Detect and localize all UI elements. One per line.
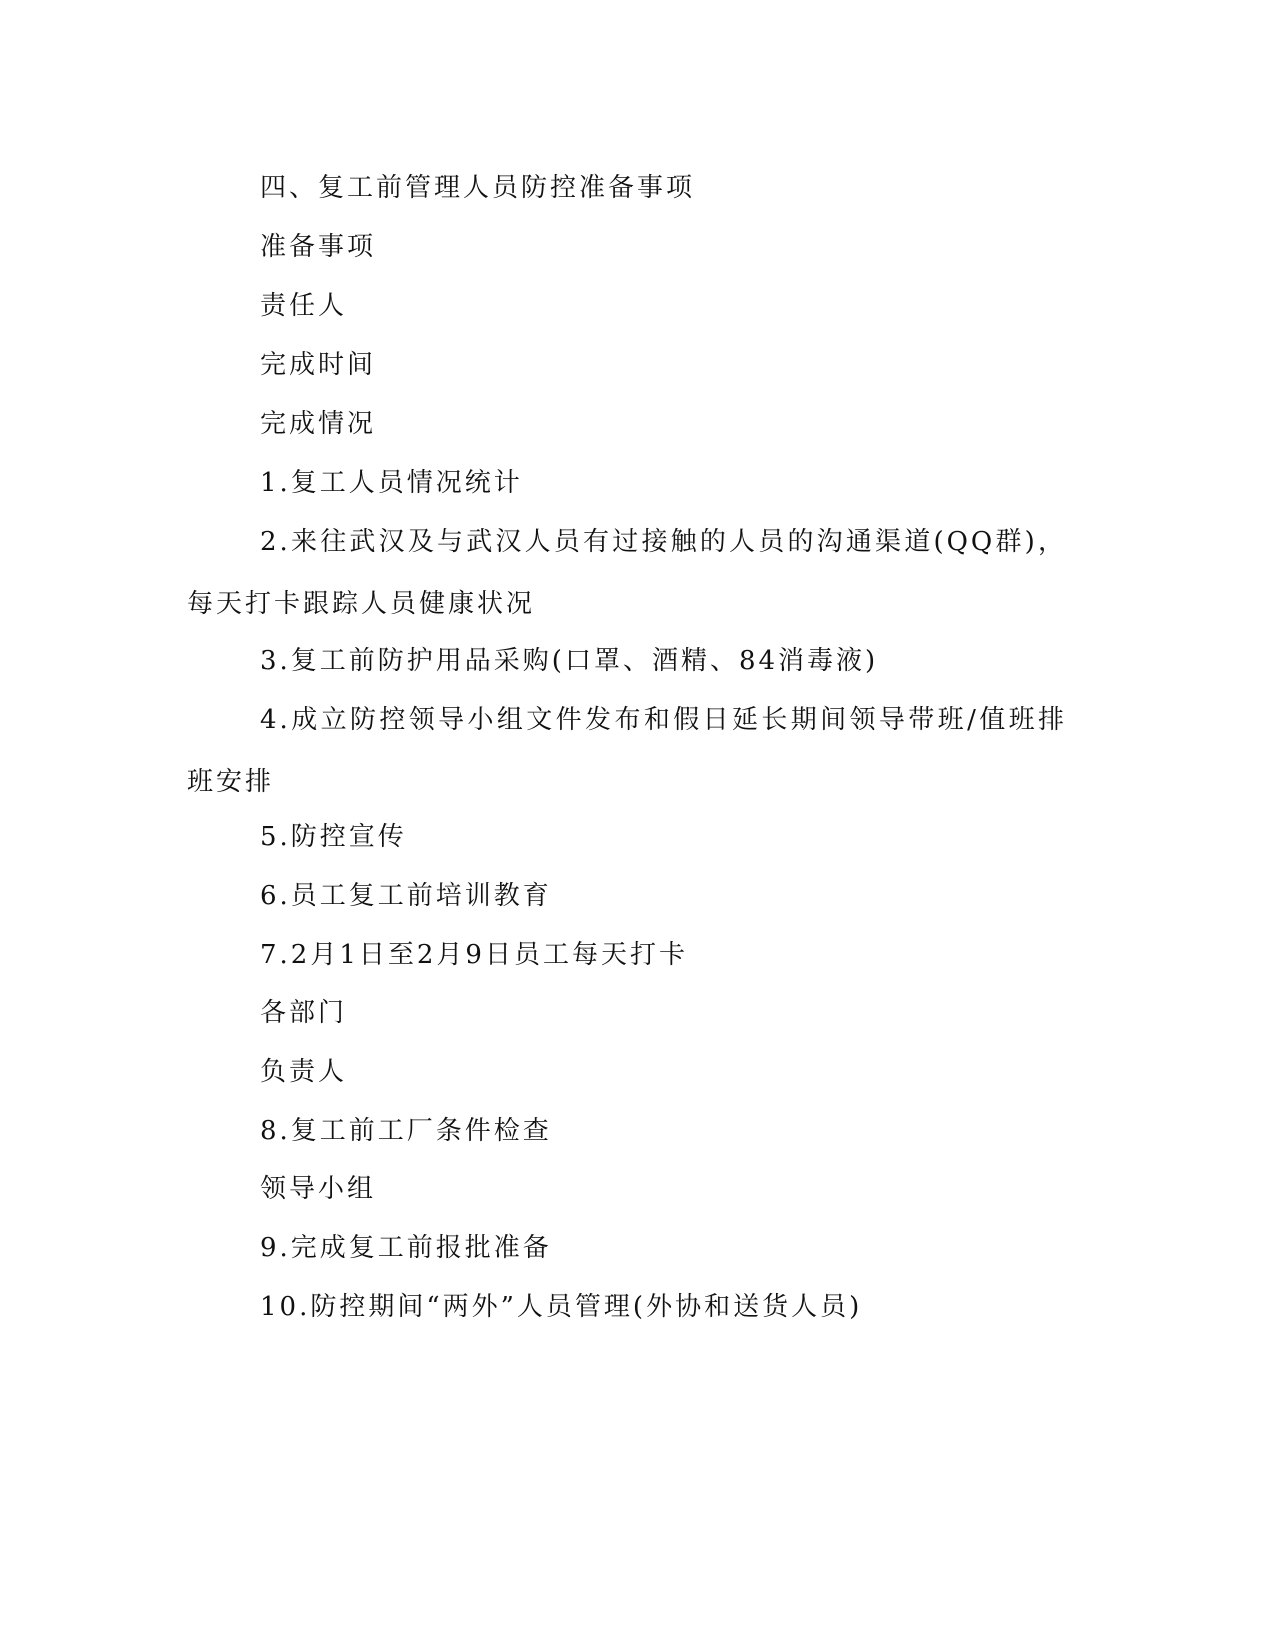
responsible-departments: 各部门 (260, 998, 348, 1028)
list-item-6: 6.员工复工前培训教育 (260, 881, 552, 911)
list-item-8: 8.复工前工厂条件检查 (260, 1116, 552, 1146)
list-item-3: 3.复工前防护用品采购(口罩、酒精、84消毒液) (260, 646, 879, 676)
list-item-10: 10.防控期间“两外”人员管理(外协和送货人员) (260, 1292, 863, 1322)
list-item-4: 4.成立防控领导小组文件发布和假日延长期间领导带班/值班排班安排 (187, 705, 1067, 797)
list-item-2: 2.来往武汉及与武汉人员有过接触的人员的沟通渠道(QQ群)，每天打卡跟踪人员健康状况 (187, 527, 1067, 619)
list-item-1: 1.复工人员情况统计 (260, 468, 523, 498)
list-item-9: 9.完成复工前报批准备 (260, 1233, 552, 1263)
list-item-7: 7.2月1日至2月9日员工每天打卡 (260, 940, 688, 970)
column-label-status: 完成情况 (260, 409, 377, 439)
column-label-owner: 责任人 (260, 291, 348, 321)
column-label-items: 准备事项 (260, 232, 377, 262)
list-item-5: 5.防控宣传 (260, 822, 407, 852)
responsible-leadership-group: 领导小组 (260, 1174, 377, 1204)
section-heading: 四、复工前管理人员防控准备事项 (260, 173, 696, 203)
column-label-deadline: 完成时间 (260, 350, 377, 380)
responsible-person: 负责人 (260, 1057, 348, 1087)
